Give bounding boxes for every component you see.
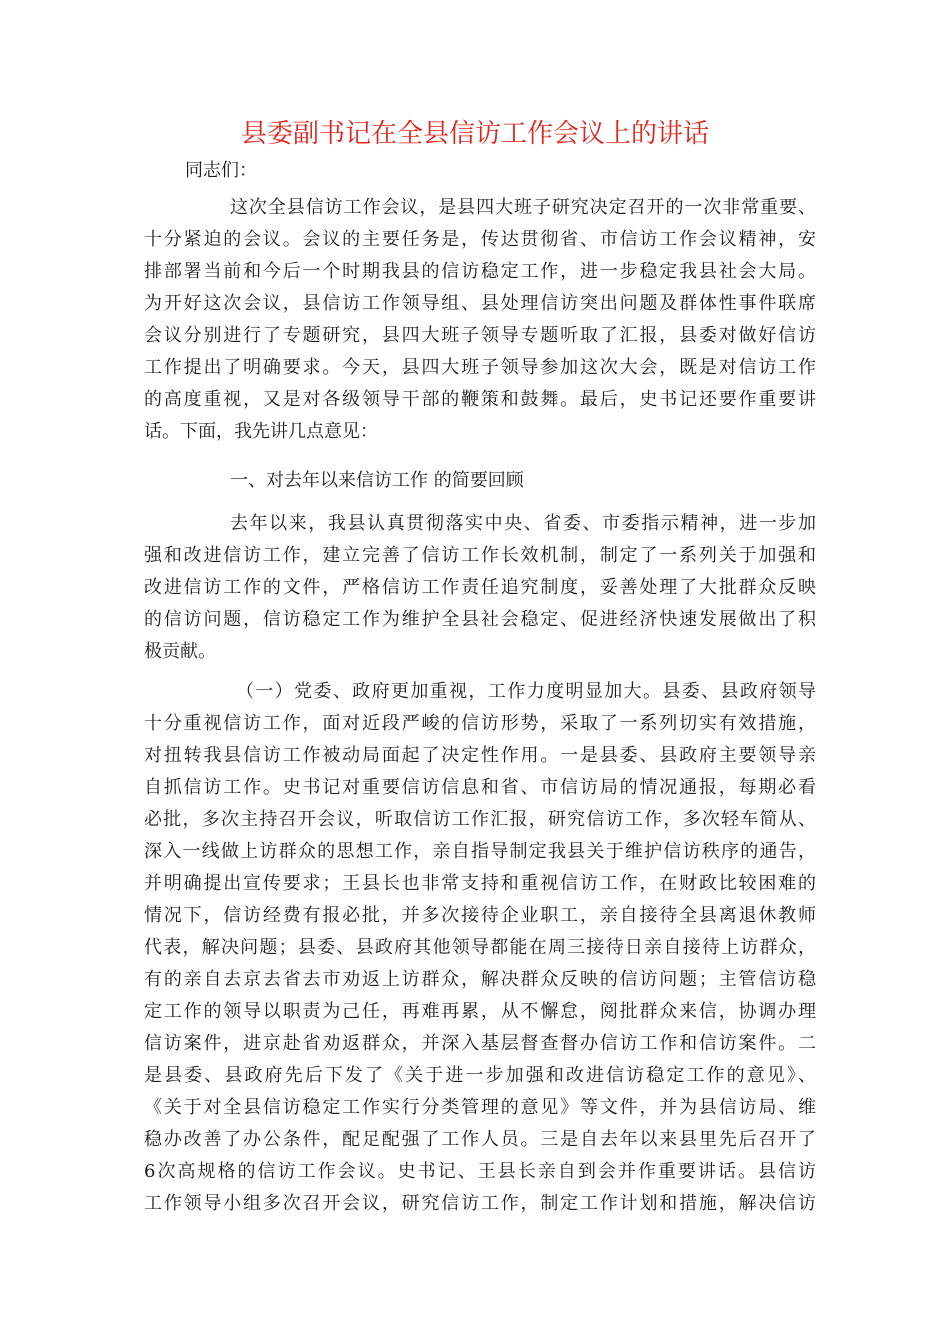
paragraph-line: 必批，多次主持召开会议，听取信访工作汇报，研究信访工作，多次轻车简从、 <box>144 809 816 830</box>
paragraph-review <box>144 508 816 668</box>
section-heading: 一、对去年以来信访工作 的简要回顾 <box>230 470 524 491</box>
paragraph-line: 《关于对全县信访稳定工作实行分类管理的意见》等文件，并为县信访局、维 <box>144 1097 816 1118</box>
paragraph-line: 十分重视信访工作，面对近段严峻的信访形势，采取了一系列切实有效措施， <box>144 713 816 734</box>
paragraph-line: 情况下，信访经费有报必批，并多次接待企业职工，亲自接待全县离退休教师 <box>144 905 816 926</box>
paragraph-line: 有的亲自去京去省去市劝返上访群众，解决群众反映的信访问题；主管信访稳 <box>144 969 816 990</box>
paragraph-line: 强和改进信访工作，建立完善了信访工作长效机制，制定了一系列关于加强和 <box>144 545 816 566</box>
paragraph-line: 并明确提出宣传要求；王县长也非常支持和重视信访工作，在财政比较困难的 <box>144 873 816 894</box>
paragraph-line: 这次全县信访工作会议，是县四大班子研究决定召开的一次非常重要、 <box>230 197 816 218</box>
paragraph-line: 定工作的领导以职责为己任，再难再累，从不懈怠，阅批群众来信，协调办理 <box>144 1001 816 1022</box>
paragraph-line: 会议分别进行了专题研究，县四大班子领导专题听取了汇报，县委对做好信访 <box>144 325 816 346</box>
paragraph-line: 十分紧迫的会议。会议的主要任务是，传达贯彻省、市信访工作会议精神，安 <box>144 229 816 250</box>
paragraph-line: 自抓信访工作。史书记对重要信访信息和省、市信访局的情况通报，每期必看 <box>144 777 816 798</box>
paragraph-line: 话。下面，我先讲几点意见： <box>144 421 378 442</box>
paragraph-section-1 <box>144 676 816 1220</box>
paragraph-line: 代表，解决问题；县委、县政府其他领导都能在周三接待日亲自接待上访群众， <box>144 937 816 958</box>
paragraph-line: 的高度重视，又是对各级领导干部的鞭策和鼓舞。最后，史书记还要作重要讲 <box>144 389 816 410</box>
paragraph-line: 的信访问题，信访稳定工作为维护全县社会稳定、促进经济快速发展做出了积 <box>144 609 816 630</box>
paragraph-line: 信访案件，进京赴省劝返群众，并深入基层督查督办信访工作和信访案件。二 <box>144 1033 816 1054</box>
paragraph-line: 为开好这次会议，县信访工作领导组、县处理信访突出问题及群体性事件联席 <box>144 293 816 314</box>
paragraph-line: 去年以来，我县认真贯彻落实中央、省委、市委指示精神，进一步加 <box>230 513 816 534</box>
paragraph-line: 改进信访工作的文件，严格信访工作责任追究制度，妥善处理了大批群众反映 <box>144 577 816 598</box>
paragraph-line: 6次高规格的信访工作会议。史书记、王县长亲自到会并作重要讲话。县信访 <box>144 1161 816 1182</box>
paragraph-line: 极贡献。 <box>144 641 216 662</box>
paragraph-line: 工作领导小组多次召开会议，研究信访工作，制定工作计划和措施，解决信访 <box>144 1193 816 1214</box>
paragraph-line: 工作提出了明确要求。今天，县四大班子领导参加这次大会，既是对信访工作 <box>144 357 816 378</box>
salutation: 同志们： <box>185 160 257 181</box>
paragraph-line: 是县委、县政府先后下发了《关于进一步加强和改进信访稳定工作的意见》、 <box>144 1065 816 1086</box>
paragraph-line: （一）党委、政府更加重视，工作力度明显加大。县委、县政府领导 <box>236 681 816 702</box>
paragraph-line: 稳办改善了办公条件，配足配强了工作人员。三是自去年以来县里先后召开了 <box>144 1129 816 1150</box>
document-title: 县委副书记在全县信访工作会议上的讲话 <box>240 119 709 149</box>
paragraph-line: 排部署当前和今后一个时期我县的信访稳定工作，进一步稳定我县社会大局。 <box>144 261 816 282</box>
paragraph-line: 对扭转我县信访工作被动局面起了决定性作用。一是县委、县政府主要领导亲 <box>144 745 816 766</box>
paragraph-line: 深入一线做上访群众的思想工作，亲自指导制定我县关于维护信访秩序的通告， <box>144 841 816 862</box>
paragraph-intro <box>144 192 816 448</box>
